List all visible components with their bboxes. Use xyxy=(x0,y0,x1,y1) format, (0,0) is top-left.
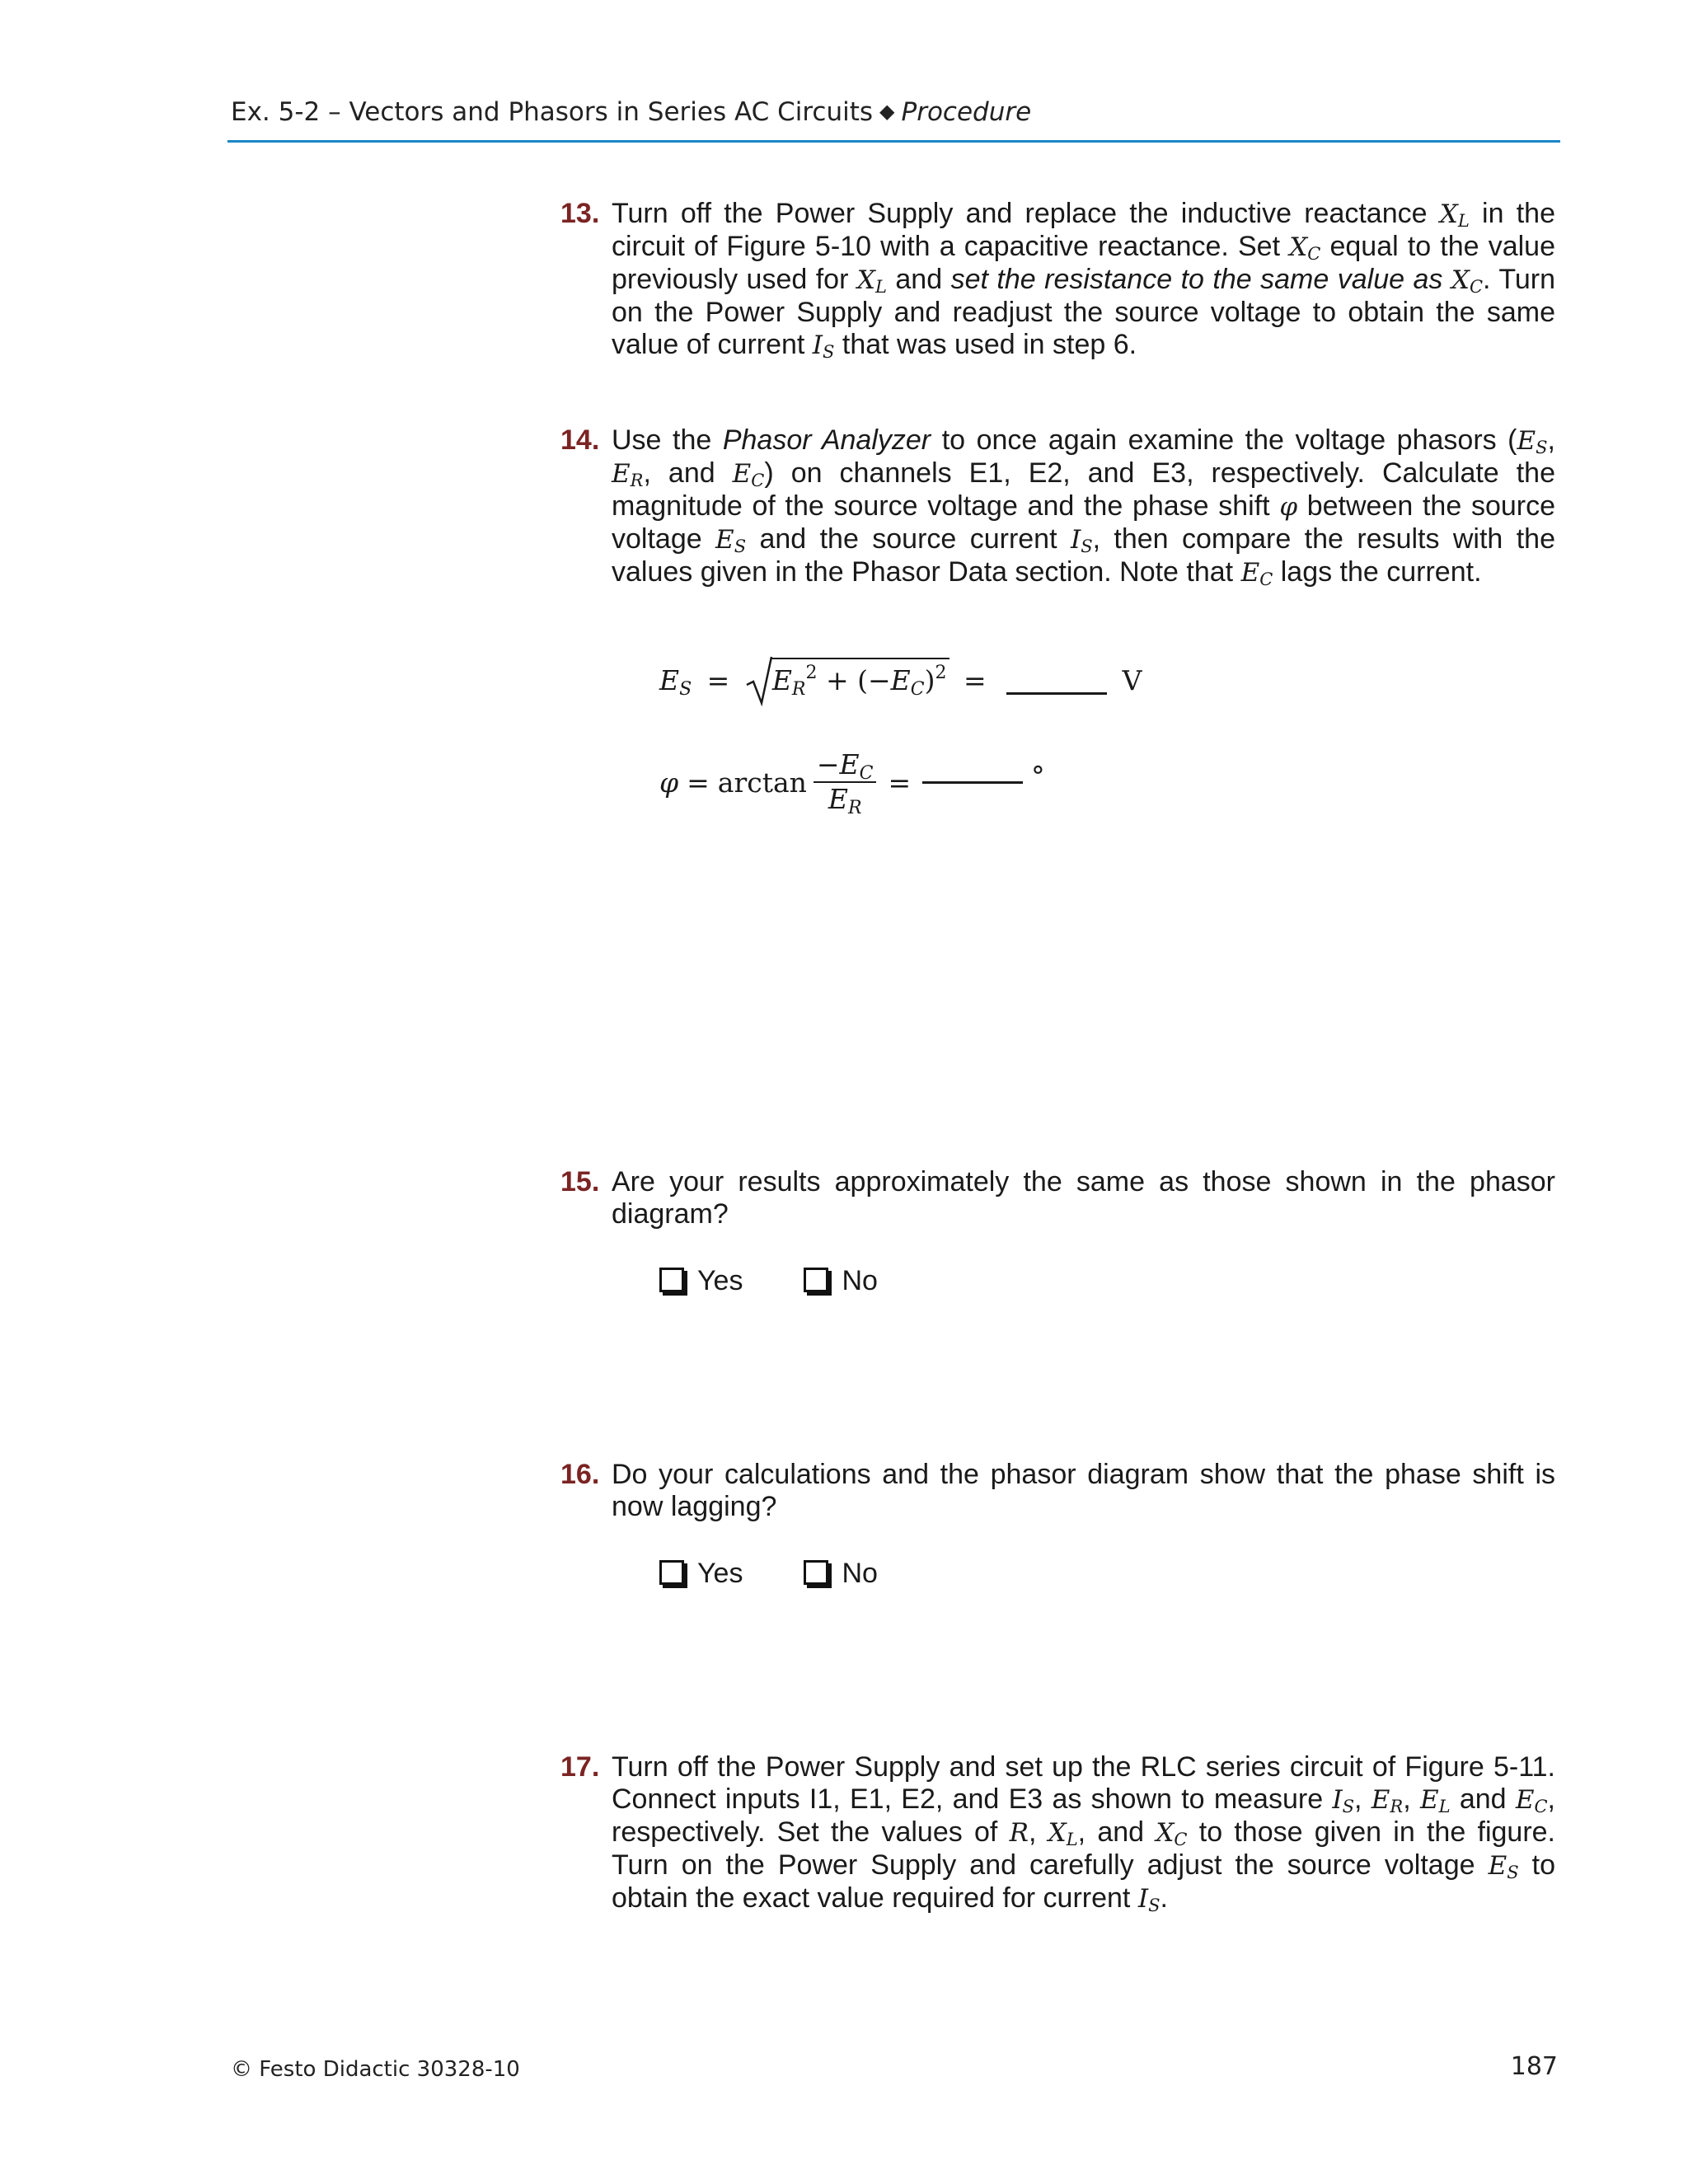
checkbox-icon[interactable] xyxy=(659,1560,684,1585)
step-16 xyxy=(562,1459,1555,1523)
equation-magnitude: $E_S = E_R^2 + (-E_C)^2 = V$ xyxy=(659,655,1142,706)
step-17 xyxy=(562,1751,1555,1915)
answer-blank-magnitude[interactable] xyxy=(1006,692,1107,695)
answer-options-15 xyxy=(659,1265,939,1297)
diamond-separator-icon: ◆ xyxy=(879,100,895,123)
math-EC: $E_C$ xyxy=(1240,558,1273,589)
option-yes[interactable]: Yes xyxy=(659,1265,743,1297)
emphasis-text: set the resistance to the same value as $X_C$ xyxy=(950,264,1484,297)
step-14 xyxy=(562,424,1555,589)
math-XL: $X_L$ xyxy=(1439,199,1470,231)
checkbox-icon[interactable] xyxy=(659,1268,684,1292)
checkbox-icon[interactable] xyxy=(804,1560,828,1585)
math-ES: $E_S$ xyxy=(1517,426,1548,457)
math-XL: $X_L$ xyxy=(1048,1818,1078,1849)
fraction: $\frac{-E_C}{E_R}$ xyxy=(814,748,877,816)
math-XC: $X_C$ xyxy=(1289,232,1321,264)
math-IS: $I_S$ xyxy=(1332,1785,1355,1816)
math-EC: $E_C$ xyxy=(1515,1785,1548,1816)
option-yes[interactable]: Yes xyxy=(659,1558,743,1590)
step-text: Do your calculations and the phasor diagram show that the phase shift is now lagging? xyxy=(612,1459,1555,1522)
unit-degrees: ° xyxy=(1031,759,1045,792)
step-text: Turn off the Power Supply and set up the RLC series circuit of Figure 5-11. Connect inputs I1, E1, E2, and E3 as shown to measure $I_S$, $E_R$, $E_L$ and $E_C$, respectively. Set the values of R, $X_L$, and $X_C$ to those given in the figure. Turn on the Power Supply and carefully adjust the source voltage $E_S$ to obtain the exact value required for current $I_S$. xyxy=(612,1751,1555,1915)
math-ES: $E_S$ xyxy=(1488,1851,1519,1882)
step-13 xyxy=(562,198,1555,362)
step-number: 13. xyxy=(560,198,600,229)
step-15 xyxy=(562,1166,1555,1230)
header-divider xyxy=(227,140,1560,143)
answer-blank-phase[interactable] xyxy=(922,781,1023,784)
step-text: Turn off the Power Supply and replace the inductive reactance $X_L$ in the circuit of Figure 5-10 with a capacitive reactance. Set $X_C$ equal to the value previously used for $X_L$ and set the resistance to the same value as $X_C$. Turn on the Power Supply and readjust the source voltage to obtain the same value of current $I_S$ that was used in step 6. xyxy=(612,198,1556,362)
math-IS: $I_S$ xyxy=(812,330,835,362)
equation-phase: φ = arctan $\frac{-E_C}{E_R}$ = ° xyxy=(659,748,1045,818)
answer-options-16 xyxy=(659,1558,939,1590)
math-ES: $E_S$ xyxy=(715,525,747,556)
option-no[interactable]: No xyxy=(804,1265,877,1297)
step-number: 17. xyxy=(560,1751,600,1783)
math-phi: φ xyxy=(1279,492,1298,522)
header-section: Procedure xyxy=(901,97,1032,127)
page-number: 187 xyxy=(1510,2052,1558,2081)
step-number: 16. xyxy=(560,1459,600,1490)
footer-copyright: © Festo Didactic 30328-10 xyxy=(231,2057,520,2082)
math-XC: $X_C$ xyxy=(1451,265,1484,297)
math-IS: $I_S$ xyxy=(1137,1884,1160,1915)
running-header xyxy=(231,97,1031,127)
math-EC: $E_C$ xyxy=(732,459,765,490)
math-IS: $I_S$ xyxy=(1070,525,1093,556)
unit-volts: V xyxy=(1122,664,1142,696)
math-R: R xyxy=(1009,1818,1029,1848)
sqrt-radicand: $E_R^2 + (-E_C)^2$ xyxy=(771,658,950,696)
math-XC: $X_C$ xyxy=(1156,1818,1188,1849)
math-EL: $E_L$ xyxy=(1419,1785,1451,1816)
step-text: Are your results approximately the same as those shown in the phasor diagram? xyxy=(612,1166,1555,1230)
math-ER: $E_R$ xyxy=(612,459,644,490)
checkbox-icon[interactable] xyxy=(804,1268,828,1292)
step-number: 14. xyxy=(560,424,600,456)
option-no[interactable]: No xyxy=(804,1558,877,1590)
phasor-analyzer-name: Phasor Analyzer xyxy=(722,424,931,456)
step-text: Use the Phasor Analyzer to once again examine the voltage phasors ($E_S$, $E_R$, and $E_C$) on channels E1, E2, and E3, respectively. Calculate the magnitude of the source voltage and the phase shift φ between the source voltage $E_S$ and the source current $I_S$, then compare the results with the values given in the Phasor Data section. Note that $E_C$ lags the current. xyxy=(612,424,1556,589)
header-title: Ex. 5-2 – Vectors and Phasors in Series AC Circuits xyxy=(231,97,874,127)
step-number: 15. xyxy=(560,1166,600,1197)
sqrt-icon xyxy=(745,655,773,706)
math-XL: $X_L$ xyxy=(856,265,887,297)
math-ER: $E_R$ xyxy=(1371,1785,1404,1816)
